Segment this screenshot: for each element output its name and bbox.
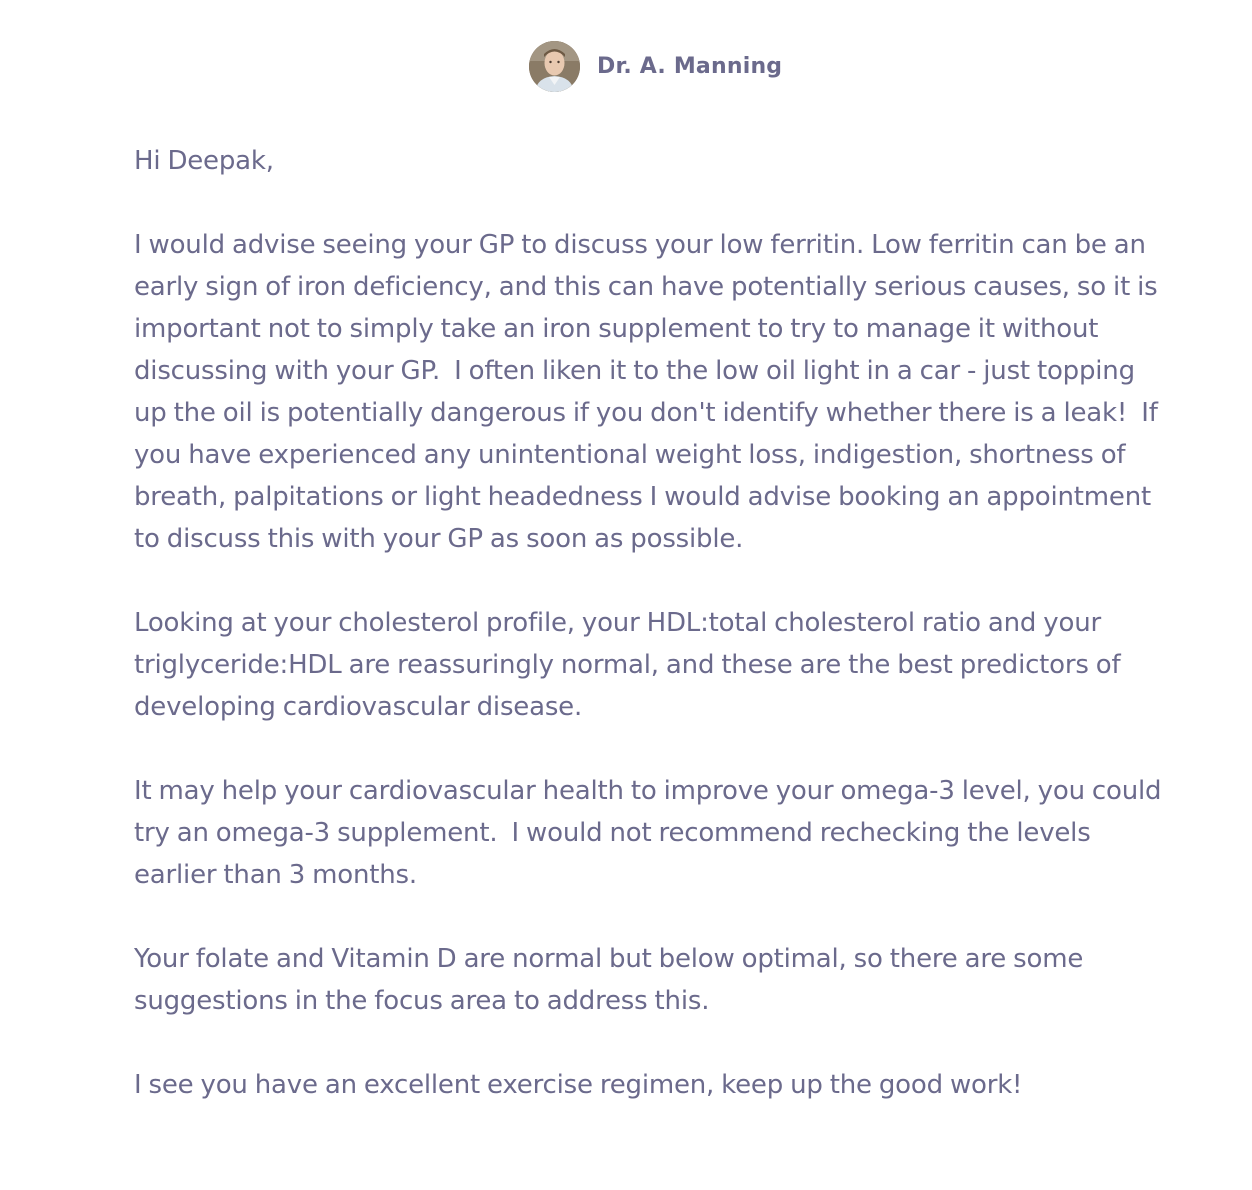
message-author [529,40,782,92]
avatar [529,41,580,92]
message-paragraph-cholesterol: Looking at your cholesterol profile, your HDL:total cholesterol ratio and your triglyceride:HDL are reassuringly normal, and these are the best predictors of developing cardiovascular disease. [134,608,1128,722]
message-paragraph-exercise: I see you have an excellent exercise regimen, keep up the good work! [134,1070,1023,1100]
message-greeting: Hi Deepak, [134,146,274,176]
message-body [134,140,1169,1148]
message-paragraph-folate-vitamin-d: Your folate and Vitamin D are normal but below optimal, so there are some suggestions in the focus area to address this. [134,944,1091,1016]
message-paragraph-ferritin: I would advise seeing your GP to discuss your low ferritin. Low ferritin can be an early sign of iron deficiency, and this can have potentially serious causes, so it is important not to simply take an iron supplement to try to manage it without discussing with your GP. I often liken it to the low oil light in a car - just topping up the oil is potentially dangerous if you don't identify whether there is a leak! If you have experienced any unintentional weight loss, indigestion, shortness of breath, palpitations or light headedness I would advise booking an appointment to discuss this with your GP as soon as possible. [134,230,1165,554]
doctor-portrait-avatar-icon [529,41,580,92]
author-name: Dr. A. Manning [597,53,783,79]
message-paragraph-omega3: It may help your cardiovascular health to improve your omega-3 level, you could try an omega-3 supplement. I would not recommend rechecking the levels earlier than 3 months. [134,776,1169,890]
